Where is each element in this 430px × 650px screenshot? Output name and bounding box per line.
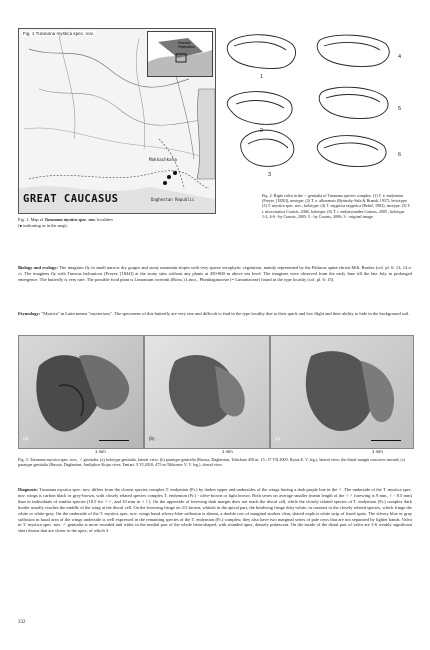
photo-b [144,335,270,449]
panel-label-b: (b) [149,436,155,441]
fig1-caption-rest: localities [95,217,113,222]
etymology-text: "Mystica" in Latin means "mysterious". The specimens of this butterfly are very rare and difficult to find in the type locality due to their quick and low flight and their ability to hide in the background soil. [40,311,410,316]
panel-label-a: (a) [23,436,29,441]
photo-c [270,335,414,449]
inset-label [178,41,195,49]
valva-number-5: 5 [398,106,402,112]
scale-bar-a [99,440,129,441]
valva-number-4: 4 [398,54,402,60]
biology-text: The imagines fly in small narrow dry gorges and stony mountain slopes with very sparse xerophytic vegetation, mainly represented by the Paliurus spina-christi Mill. Bushes (col. pl. 6: 13, 14 a-c). The imagines fly with Tarucus balcanicus (Freyer, [1844]) at the stony sites without any plants at 450-800 m above sea level. The imagines were observed from the early June till the late July in prolonged emergence. The butterfly is very rare. The possible food plant is Limonium owerinii (Boiss.) Lincz., Plumbaginaceae (= Limoniaceae) found in the type locality (col. pl. 6: 15). [18,265,412,282]
scale-label-a: 1 mm [95,449,106,454]
inset-map-drawing [148,32,212,76]
valva-svg [222,28,412,188]
photo-b-drawing [145,336,269,448]
page-number: 332 [18,620,26,625]
fig2-caption-source: 1-2, 4-6 - by Coutsis, 2005: 5 - by Coutsis, 2006; 3 - original image. [262,213,374,219]
fig1-caption-title: Fig. 1: Map of [18,217,45,222]
inset-label-line2: Federation [178,45,195,49]
fig1-caption-line2: (● indicating as in the map). [18,222,68,228]
region-label: Daghestan Republic [151,197,195,202]
biology-heading: Biology and ecology: [18,265,59,270]
valva-number-2: 2 [260,128,264,134]
inset-map [147,31,213,77]
panel-label-c: (c) [275,436,281,441]
city-label: Makhachkala [149,157,177,162]
scale-bar-c [371,440,401,441]
diagnosis-text: Turanana mystica spec. nov. differs from the closest species complex T. endymion (Fr.) by darker upper and undersides of the wings having a dark purple hue in the ♂. The underside of the T. mystica spec. nov. wings is carbon black or grey-brown, with closely related species complex T. endymion (Fr.) - olive-brown or light brown. Both sexes on average smaller (mean length of the ♂♂ forewing is 9 mm, ♀ - 8.5 mm) than in individuals of similar species (10.5 for ♂♂, and 10 mm in ♀♀). On the upperside of forewing dark margin does not reach the discal cell, while the closely related species of T. endymion (Fr.) complex dark border usually reaches the middle of the wing at the discal cell. On the forewing fringe on 2/3 brown, whitish in the apical part, the hindwing fringe dirty-white, in contrast to the closely related species, which fringe the white or white-gray. On the underside of the T. mystica spec. nov. wings basal silvery-blue suffusion is absent, a double row of marginal strokes clear, shared explicit white strip of fused spots. The silvery blue or gray suffusion in basal area of the wings underside is well expressed in the remaining species of the T. endymion (Fr.) complex; they also have two marginal series of pale rows that are not separated by lighter bands. Valva in T. mystica spec. nov. ♂ genitalia is more rounded and wider in the medial part of the whole bean-shaped, with rounded apex, densely pubescent. On the inside of the distal part of valva are 5-6 weakly significant short thorns that are closer to the apex, of which 3 [18,487,412,534]
photo-a-drawing [19,336,143,448]
fig1-caption-species: Turanana mystica spec. nov. [44,217,96,222]
etymology-heading: Etymology: [18,311,41,316]
inset-label-line1: Russian [178,41,191,45]
map-figure [18,28,216,214]
scale-label-b: 1 mm [222,449,233,454]
biology-paragraph [18,265,412,283]
etymology-paragraph [18,311,412,317]
fig2-caption [262,193,412,219]
range-label: GREAT CAUCASUS [23,193,119,205]
map-title-label: Fig. 1 Turanana mystica spec. nov. [23,31,94,36]
photo-a [18,335,144,449]
diagnosis-paragraph [18,487,412,534]
diagnosis-heading: Diagnosis: [18,487,39,492]
fig3-caption: Fig. 3: Turanana mystica spec. nov., ♂ genitalia. (a) holotype genitalia, lateral view; (b) paratype genitalia (Russia, Daghestan, Tchirkata 450 m, 15.-17.VII.2009, Ilyina E. V. leg.), lateral view; the distal margin concaves inward; (c) paratype genitalia (Russia, Daghestan, Andijskoe Kojsu river, Tantari, 5.VI.2010, 475 m Tikhonov V. V. leg.), dorsal view. [18,457,406,468]
valva-number-6: 6 [398,152,402,158]
scale-label-c: 1 mm [372,449,383,454]
valva-number-1: 1 [260,74,264,80]
valva-drawings [222,28,412,188]
valva-number-3: 3 [268,172,272,178]
fig2-caption-text: Fig. 2: Right valva in the ♂ genitalia of Turanana species complex. (1) T. e. endymion (Freyer, [1850]), neotype; (2) T. e. alhasensis (Bytinsky-Salz & Brandt, 1937), lectotype; (3) T. mystica spec. nov., holotype; (4) T. taygetica taygetica (Rebel, 1902), neotype; (5) T. t. microsiatica Coutsis, 2006, holotype; (6) T. t. endymionides Coutsis, 2005 , holotype. [262,193,411,214]
photo-c-drawing [271,336,413,448]
fig1-caption [18,217,218,228]
